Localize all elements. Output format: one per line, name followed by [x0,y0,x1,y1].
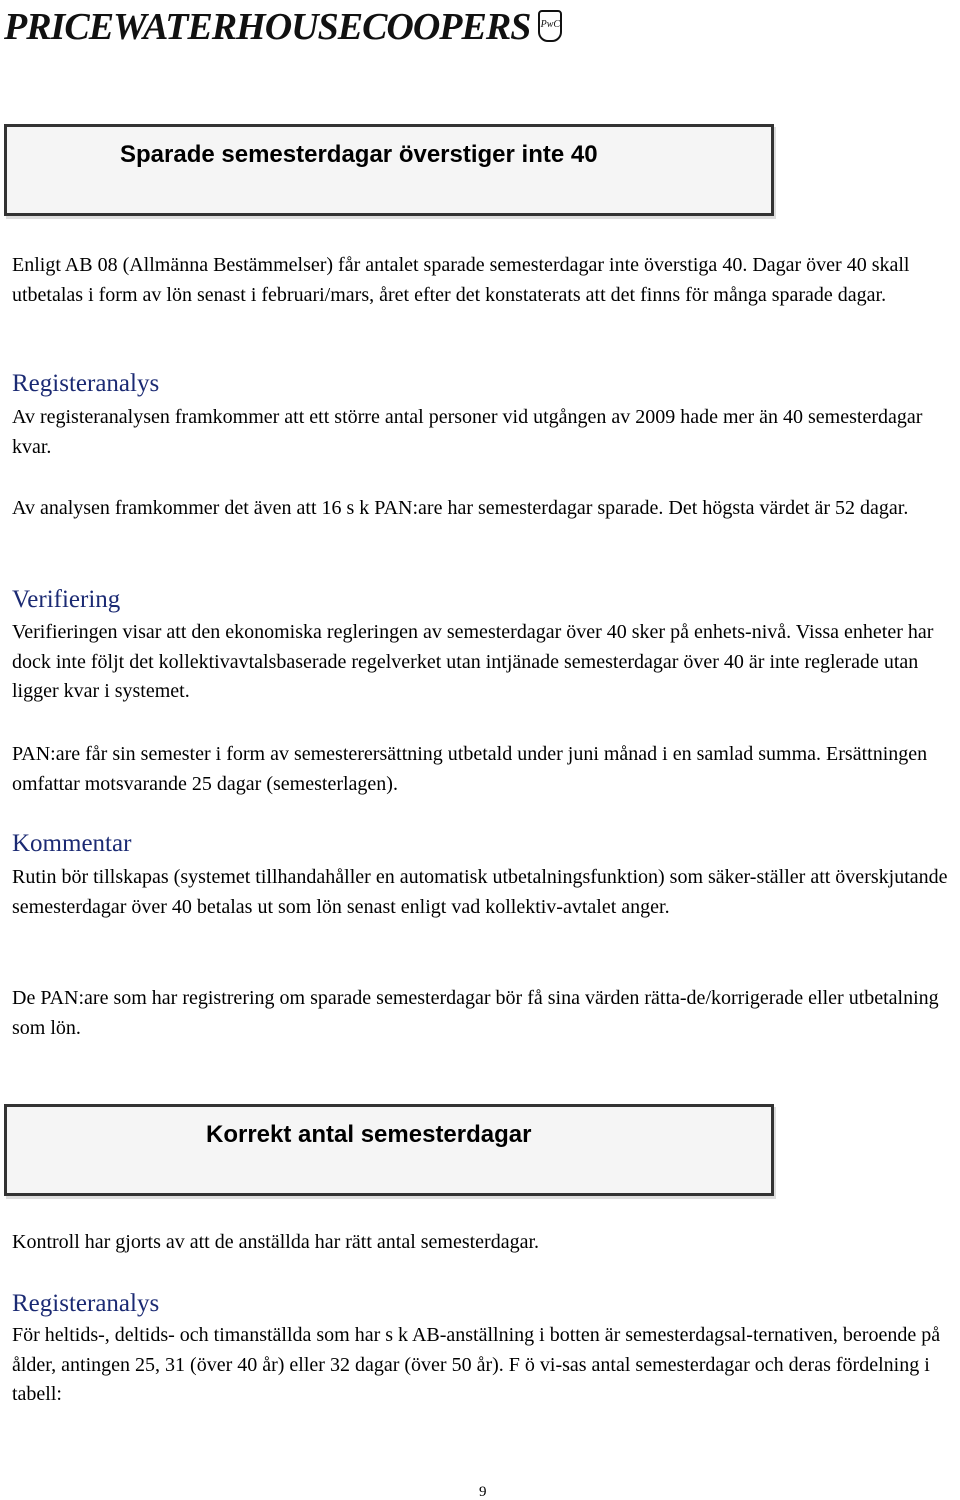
body-paragraph: Av analysen framkommer det även att 16 s k PAN:are har semesterdagar sparade. Det högsta värdet är 52 dagar. [12,497,909,519]
section-title: Sparade semesterdagar överstiger inte 40 [120,141,598,168]
company-logo [4,4,562,54]
section-heading-box [4,124,774,216]
body-paragraph: Kontroll har gjorts av att de anställda har rätt antal semesterdagar. [12,1231,540,1253]
section-title: Korrekt antal semesterdagar [206,1121,532,1148]
subheading-verifiering: Verifiering [12,586,121,613]
subheading-registeranalys: Registeranalys [12,1290,160,1317]
section-heading-box [4,1104,774,1196]
subheading-registeranalys: Registeranalys [12,370,160,397]
body-paragraph: Rutin bör tillskapas (systemet tillhandahåller en automatisk utbetalningsfunktion) som säker-ställer att överskjutande semesterdagar över 40 betalas ut som lön senast enligt vad kollektiv-avtalet anger. [12,866,948,918]
body-paragraph: Verifieringen visar att den ekonomiska regleringen av semesterdagar över 40 sker på enhets-nivå. Vissa enheter har dock inte följt det kollektivavtalsbaserade regelverket utan intjänade semesterdagar över 40 är inte reglerade utan ligger kvar i systemet. [12,621,934,702]
body-paragraph: För heltids-, deltids- och timanställda som har s k AB-anställning i botten är semesterdagsal-ternativen, beroende på ålder, antingen 25, 31 (över 40 år) eller 32 dagar (över 50 år). F ö vi-sas antal semesterdagar och deras fördelning i tabell: [12,1324,941,1405]
body-paragraph: Enligt AB 08 (Allmänna Bestämmelser) får antalet sparade semesterdagar inte överstiga 40. Dagar över 40 skall utbetalas i form av lön senast i februari/mars, året efter det konstaterats att det finns för många sparade dagar. [12,254,910,306]
body-paragraph: PAN:are får sin semester i form av semesterersättning utbetald under juni månad i en samlad summa. Ersättningen omfattar motsvarande 25 dagar (semesterlagen). [12,743,928,795]
logo-wordmark: PRICEWATERHOUSECOOPERS [4,6,531,48]
logo-seal-icon: PwC [538,10,562,42]
subheading-kommentar: Kommentar [12,830,132,857]
body-paragraph: Av registeranalysen framkommer att ett större antal personer vid utgången av 2009 hade mer än 40 semesterdagar kvar. [12,406,923,458]
page-number: 9 [479,1484,487,1500]
body-paragraph: De PAN:are som har registrering om sparade semesterdagar bör få sina värden rätta-de/korrigerade eller utbetalning som lön. [12,987,939,1039]
